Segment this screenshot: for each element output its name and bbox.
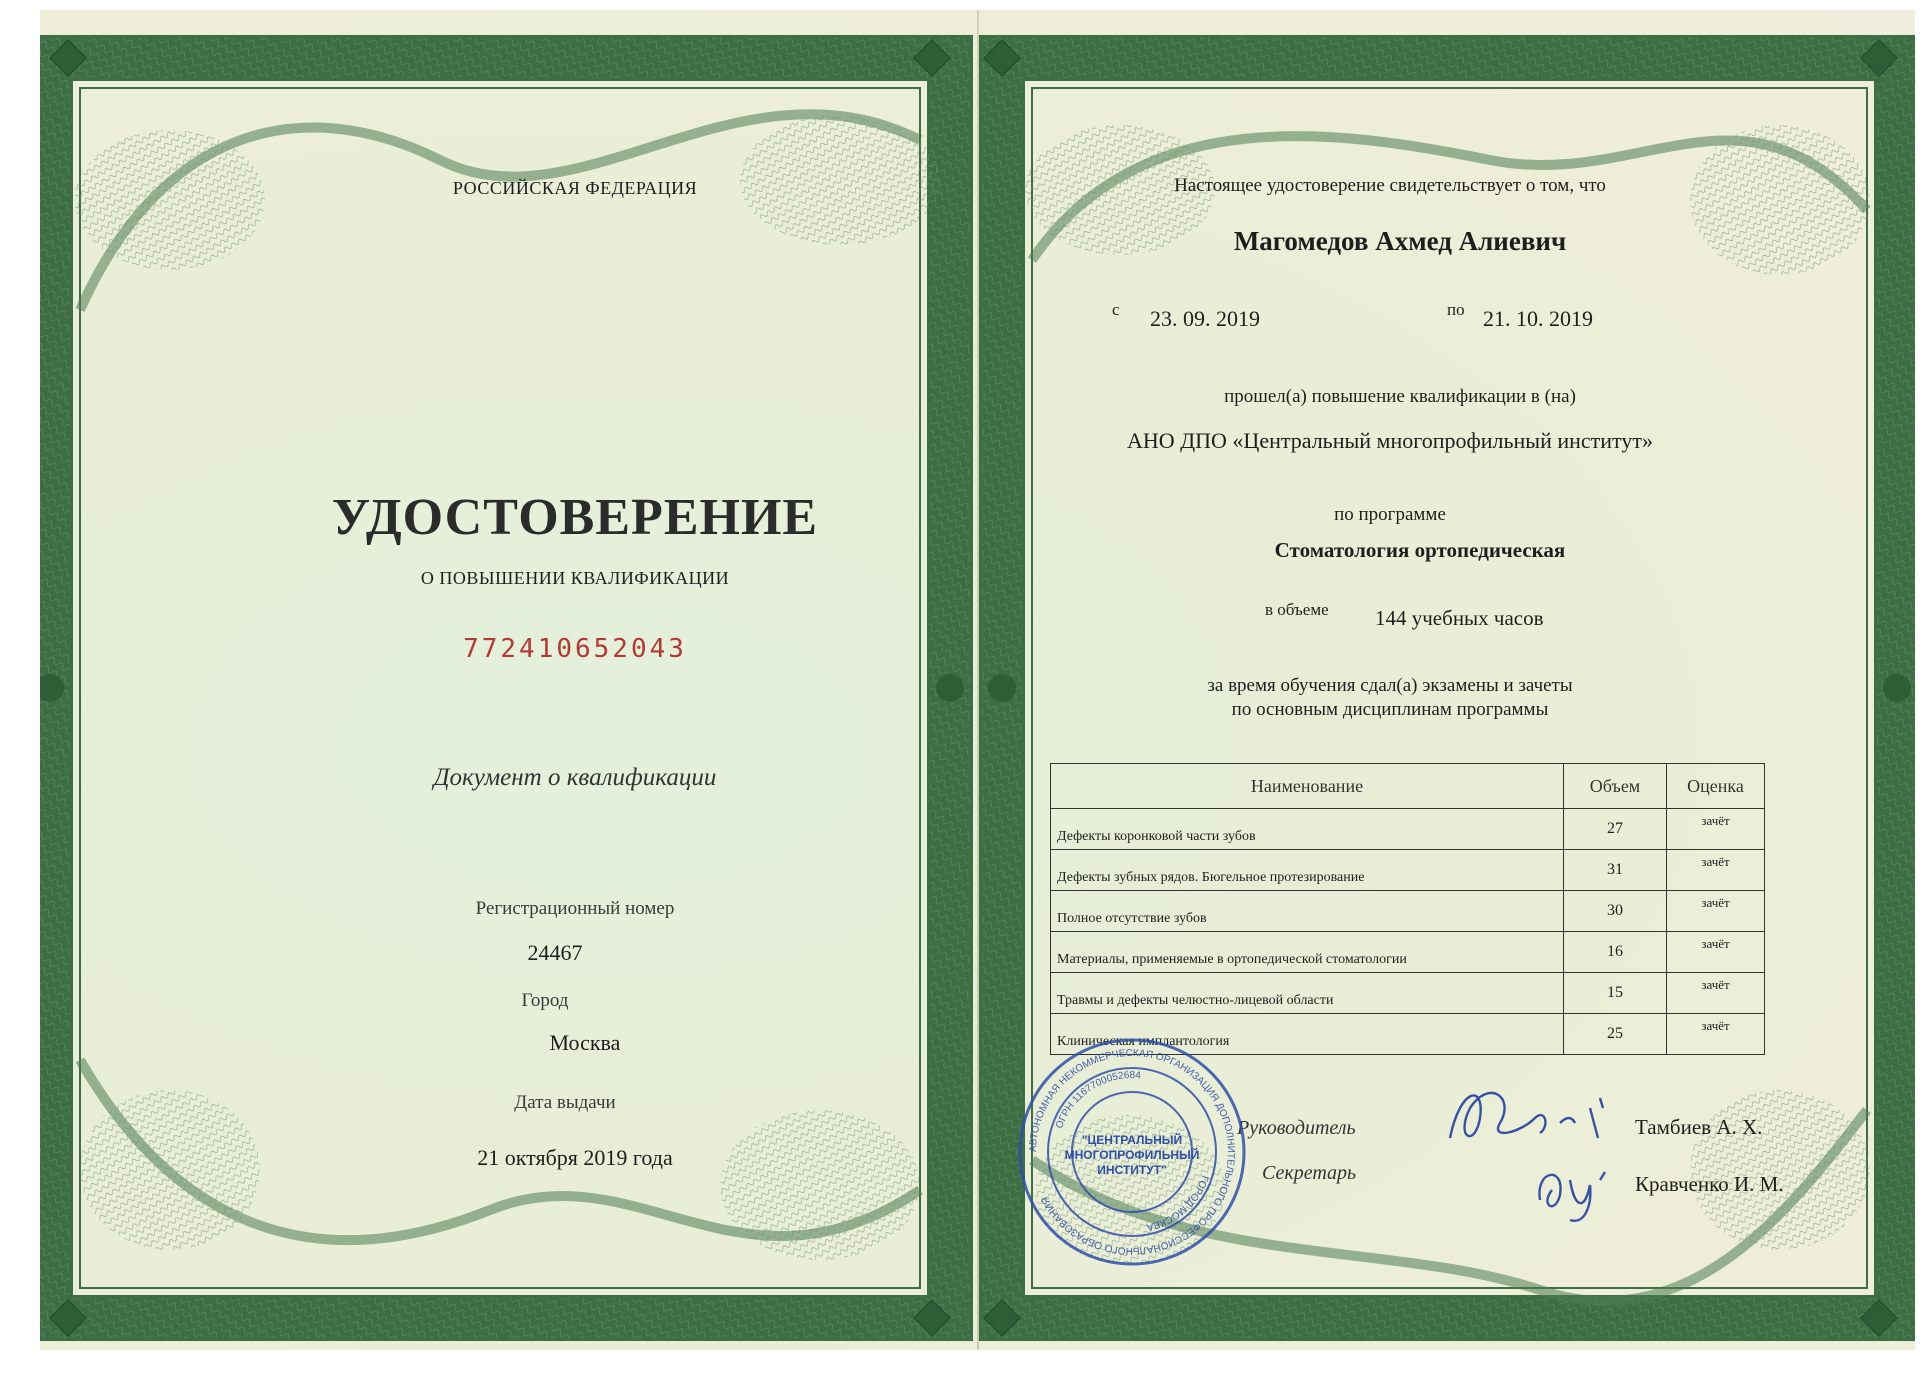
center-fold [977,10,979,1350]
discipline-name: Материалы, применяемые в ортопедической стоматологии [1051,932,1564,973]
stamp-center-line-1: "ЦЕНТРАЛЬНЫЙ [1081,1133,1183,1147]
document-kind: Документ о квалификации [433,764,717,791]
table-row [1051,973,1765,1014]
issue-date-label: Дата выдачи [514,1092,616,1113]
discipline-hours: 27 [1564,809,1667,850]
program-label: по программе [1334,504,1446,525]
secretary-role-label: Секретарь [1262,1162,1357,1184]
from-date: 23. 09. 2019 [1150,306,1260,331]
secretary-name: Кравченко И. М. [1635,1172,1784,1196]
holder-name: Магомедов Ахмед Алиевич [1233,226,1567,256]
stamp-ring-text: АВТОНОМНАЯ НЕКОММЕРЧЕСКАЯ ОРГАНИЗАЦИЯ ДОПОЛНИТЕЛЬНОГО ПРОФЕССИОНАЛЬНОГО ОБРАЗОВАНИЯ [1027,1047,1237,1257]
exams-text [1090,674,1690,722]
discipline-grade: зачёт [1667,891,1765,932]
discipline-grade: зачёт [1667,932,1765,973]
table-row [1051,809,1765,850]
city-label: Город [521,990,569,1011]
header-name: Наименование [1051,764,1564,809]
discipline-hours: 15 [1564,973,1667,1014]
to-label: по [1447,300,1465,319]
discipline-grade: зачёт [1667,1014,1765,1055]
certifies-text: Настоящее удостоверение свидетельствует о том, что [1174,175,1606,196]
volume-label: в объеме [1265,600,1329,619]
stamp-city: ГОРОД МОСКВА [1145,1173,1210,1233]
document-subtitle: О ПОВЫШЕНИИ КВАЛИФИКАЦИИ [420,568,730,588]
discipline-hours: 30 [1564,891,1667,932]
program-name: Стоматология ортопедическая [1274,538,1566,562]
discipline-grade: зачёт [1667,850,1765,891]
table-header-row [1051,764,1765,809]
exams-line-1: за время обучения сдал(а) экзамены и зачеты [1207,675,1573,696]
header-grade: Оценка [1667,764,1765,809]
document-title: УДОСТОВЕРЕНИЕ [331,489,819,546]
discipline-name: Дефекты зубных рядов. Бюгельное протезирование [1051,850,1564,891]
registration-label: Регистрационный номер [475,898,675,919]
stamp-center-line-3: ИНСТИТУТ" [1097,1163,1167,1177]
stamp-center-line-2: МНОГОПРОФИЛЬНЫЙ [1064,1148,1200,1162]
table-row [1051,932,1765,973]
country-label: РОССИЙСКАЯ ФЕДЕРАЦИЯ [452,178,698,198]
exams-line-2: по основным дисциплинам программы [1231,699,1549,720]
to-date: 21. 10. 2019 [1483,306,1593,331]
issue-date: 21 октября 2019 года [477,1145,673,1170]
discipline-grade: зачёт [1667,973,1765,1014]
head-role-label: Руководитель [1237,1117,1356,1139]
table-row [1051,850,1765,891]
discipline-name: Полное отсутствие зубов [1051,891,1564,932]
header-volume: Объем [1564,764,1667,809]
discipline-name: Клиническая имплантология [1051,1014,1564,1055]
discipline-hours: 16 [1564,932,1667,973]
stamp-ogrn: ОГРН 1167700052684 [1054,1069,1142,1131]
discipline-name: Дефекты коронковой части зубов [1051,809,1564,850]
organization-name: АНО ДПО «Центральный многопрофильный институт» [1126,428,1653,453]
disciplines-table [1050,763,1765,1055]
volume-value: 144 учебных часов [1375,606,1544,630]
from-label: с [1112,300,1120,319]
discipline-hours: 31 [1564,850,1667,891]
passed-text: прошел(а) повышение квалификации в (на) [1224,386,1576,407]
city-value: Москва [549,1030,621,1055]
discipline-name: Травмы и дефекты челюстно-лицевой области [1051,973,1564,1014]
discipline-grade: зачёт [1667,809,1765,850]
serial-number: 772410652043 [463,634,687,664]
head-name: Тамбиев А. Х. [1635,1115,1763,1139]
secretary-signature [1530,1150,1630,1230]
organization-stamp [1012,1032,1252,1272]
registration-number: 24467 [527,940,583,965]
discipline-hours: 25 [1564,1014,1667,1055]
table-row [1051,891,1765,932]
